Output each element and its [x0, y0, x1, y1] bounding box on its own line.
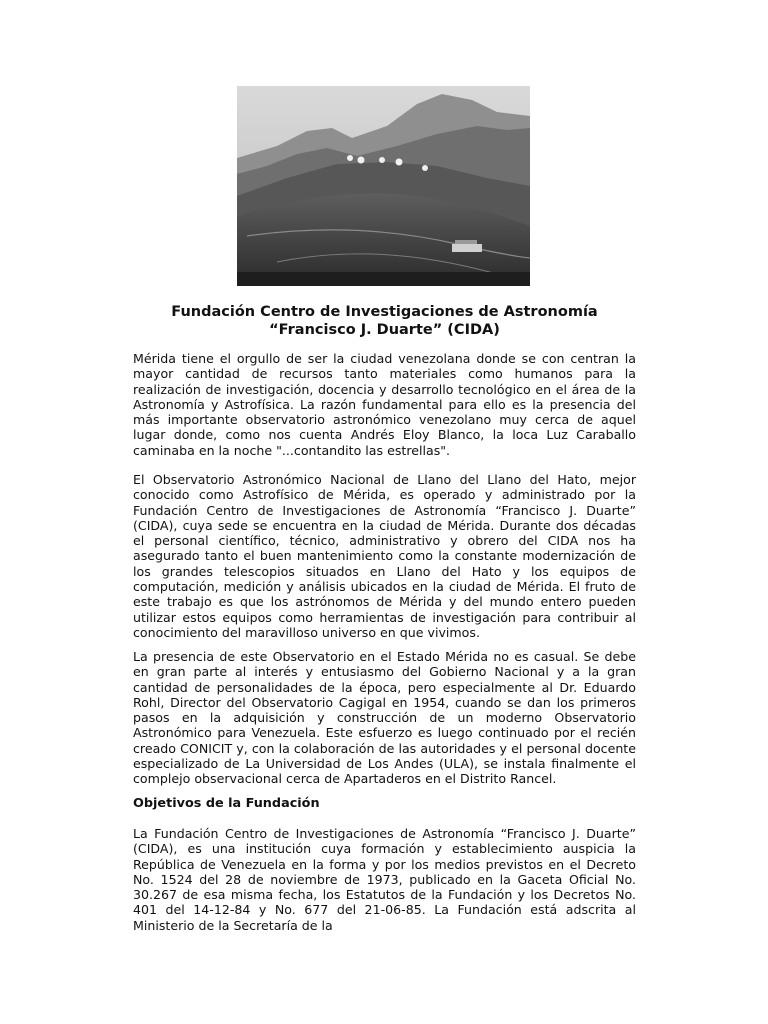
- paragraph-history: La presencia de este Observatorio en el Estado Mérida no es casual. Se debe en gran parte al interés y entusiasmo del Gobierno Nacional y a la gran cantidad de personalidades de la época, pero especialmente al Dr. Eduardo Rohl, Director del Observatorio Cagigal en 1954, cuando se dan los primeros pasos en la adquisición y construcción de un moderno Observatorio Astronómico para Venezuela. Este esfuerzo es luego continuado por el recién creado CONICIT y, con la colaboración de las autoridades y el personal docente especializado de La Universidad de Los Andes (ULA), se instala finalmente el complejo observacional cerca de Apartaderos en el Distrito Rancel.: [133, 649, 636, 787]
- paragraph-objectives: La Fundación Centro de Investigaciones de Astronomía “Francisco J. Duarte” (CIDA), es una institución cuya formación y establecimiento auspicia la República de Venezuela en la forma y por los medios previstos en el Decreto No. 1524 del 28 de noviembre de 1973, publicado en la Gaceta Oficial No. 30.267 de esa misma fecha, los Estatutos de la Fundación y los Decretos No. 401 del 14-12-84 y No. 677 del 21-06-85. La Fundación está adscrita al Ministerio de la Secretaría de la: [133, 826, 636, 933]
- title-line-1: Fundación Centro de Investigaciones de Astronomía: [171, 304, 598, 320]
- observatory-landscape-photo: [237, 86, 530, 286]
- document-title: [133, 303, 636, 339]
- paragraph-intro: Mérida tiene el orgullo de ser la ciudad venezolana donde se con centran la mayor cantidad de recursos tanto materiales como humanos para la realización de investigación, docencia y desarrollo tecnológico en el área de la Astronomía y Astrofísica. La razón fundamental para ello es la presencia del más importante observatorio astronómico venezolano muy cerca de aquel lugar donde, como nos cuenta Andrés Eloy Blanco, la loca Luz Caraballo caminaba en la noche "...contandito las estrellas".: [133, 351, 636, 458]
- title-line-2: “Francisco J. Duarte” (CIDA): [269, 322, 500, 338]
- section-heading: Objetivos de la Fundación: [133, 796, 320, 811]
- paragraph-observatory: El Observatorio Astronómico Nacional de Llano del Llano del Hato, mejor conocido como Astrofísico de Mérida, es operado y administrado por la Fundación Centro de Investigaciones de Astronomía “Francisco J. Duarte” (CIDA), cuya sede se encuentra en la ciudad de Mérida. Durante dos décadas el personal científico, técnico, administrativo y obrero del CIDA nos ha asegurado tanto el buen mantenimiento como la constante modernización de los grandes telescopios situados en Llano del Hato y los equipos de computación, medición y análisis ubicados en la ciudad de Mérida. El fruto de este trabajo es que los astrónomos de Mérida y del mundo entero pueden utilizar estos equipos como herramientas de investigación para contribuir al conocimiento del maravilloso universo en que vivimos.: [133, 472, 636, 640]
